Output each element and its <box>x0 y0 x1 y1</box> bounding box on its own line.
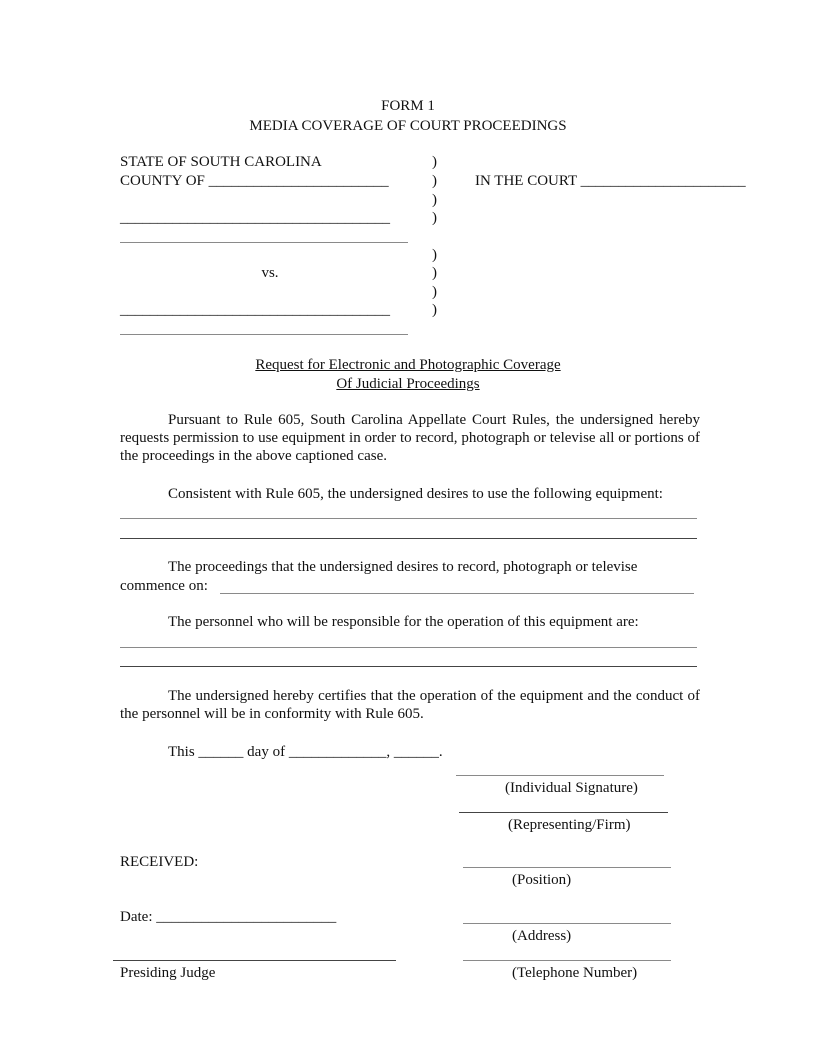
state-label: STATE OF SOUTH CAROLINA <box>120 154 322 170</box>
firm-signature-line[interactable] <box>459 812 668 813</box>
caption-paren: ) <box>432 210 437 226</box>
signed-date-line[interactable]: This ______ day of _____________, ______. <box>168 744 443 760</box>
personnel-line[interactable] <box>120 647 697 648</box>
address-label: (Address) <box>512 928 572 944</box>
address-line[interactable] <box>463 923 671 924</box>
paragraph-commence: The proceedings that the undersigned desires to record, photograph or televise <box>168 559 638 575</box>
caption-paren: ) <box>432 173 437 189</box>
telephone-line[interactable] <box>463 960 671 961</box>
personnel-line[interactable] <box>120 666 697 667</box>
plaintiff-line[interactable]: ____________________________________ <box>120 210 390 226</box>
telephone-label: (Telephone Number) <box>512 965 638 981</box>
paragraph-request <box>120 411 700 465</box>
request-heading: Request for Electronic and Photographic Coverage <box>255 357 561 373</box>
received-label: RECEIVED: <box>120 854 199 870</box>
individual-signature-label: (Individual Signature) <box>505 780 638 796</box>
request-subheading: Of Judicial Proceedings <box>336 376 480 392</box>
versus-label: vs. <box>261 265 279 281</box>
caption-paren: ) <box>432 302 437 318</box>
paragraph-personnel: The personnel who will be responsible for the operation of this equipment are: <box>168 614 639 630</box>
equipment-line[interactable] <box>120 538 697 539</box>
position-label: (Position) <box>512 872 572 888</box>
defendant-rule <box>120 334 408 335</box>
caption-paren: ) <box>432 247 437 263</box>
paragraph-certify-text: The undersigned hereby certifies that the operation of the equipment and the conduct of the personnel will be in conformity with Rule 605. <box>120 688 700 722</box>
position-line[interactable] <box>463 867 671 868</box>
individual-signature-line[interactable] <box>456 775 664 776</box>
caption-paren: ) <box>432 284 437 300</box>
commence-date-field[interactable] <box>220 593 694 594</box>
judge-signature-line[interactable] <box>113 960 396 961</box>
court-field[interactable]: IN THE COURT ______________________ <box>475 173 746 189</box>
caption-paren: ) <box>432 154 437 170</box>
paragraph-equipment: Consistent with Rule 605, the undersigned desires to use the following equipment: <box>168 486 663 502</box>
commence-label: commence on: <box>120 578 208 594</box>
received-date-field[interactable]: Date: ________________________ <box>120 909 337 925</box>
firm-label: (Representing/Firm) <box>508 817 631 833</box>
defendant-line[interactable]: ____________________________________ <box>120 302 390 318</box>
form-title: MEDIA COVERAGE OF COURT PROCEEDINGS <box>249 118 567 134</box>
paragraph-request-text: Pursuant to Rule 605, South Carolina Appellate Court Rules, the undersigned hereby requests permission to use equipment in order to record, photograph or televise all or portions of the proceedings in the above captioned case. <box>120 412 700 464</box>
equipment-line[interactable] <box>120 518 697 519</box>
county-field[interactable]: COUNTY OF ________________________ <box>120 173 389 189</box>
paragraph-certify <box>120 687 700 723</box>
caption-paren: ) <box>432 192 437 208</box>
form-number: FORM 1 <box>381 98 435 114</box>
plaintiff-rule <box>120 242 408 243</box>
caption-paren: ) <box>432 265 437 281</box>
presiding-judge-label: Presiding Judge <box>120 965 216 981</box>
